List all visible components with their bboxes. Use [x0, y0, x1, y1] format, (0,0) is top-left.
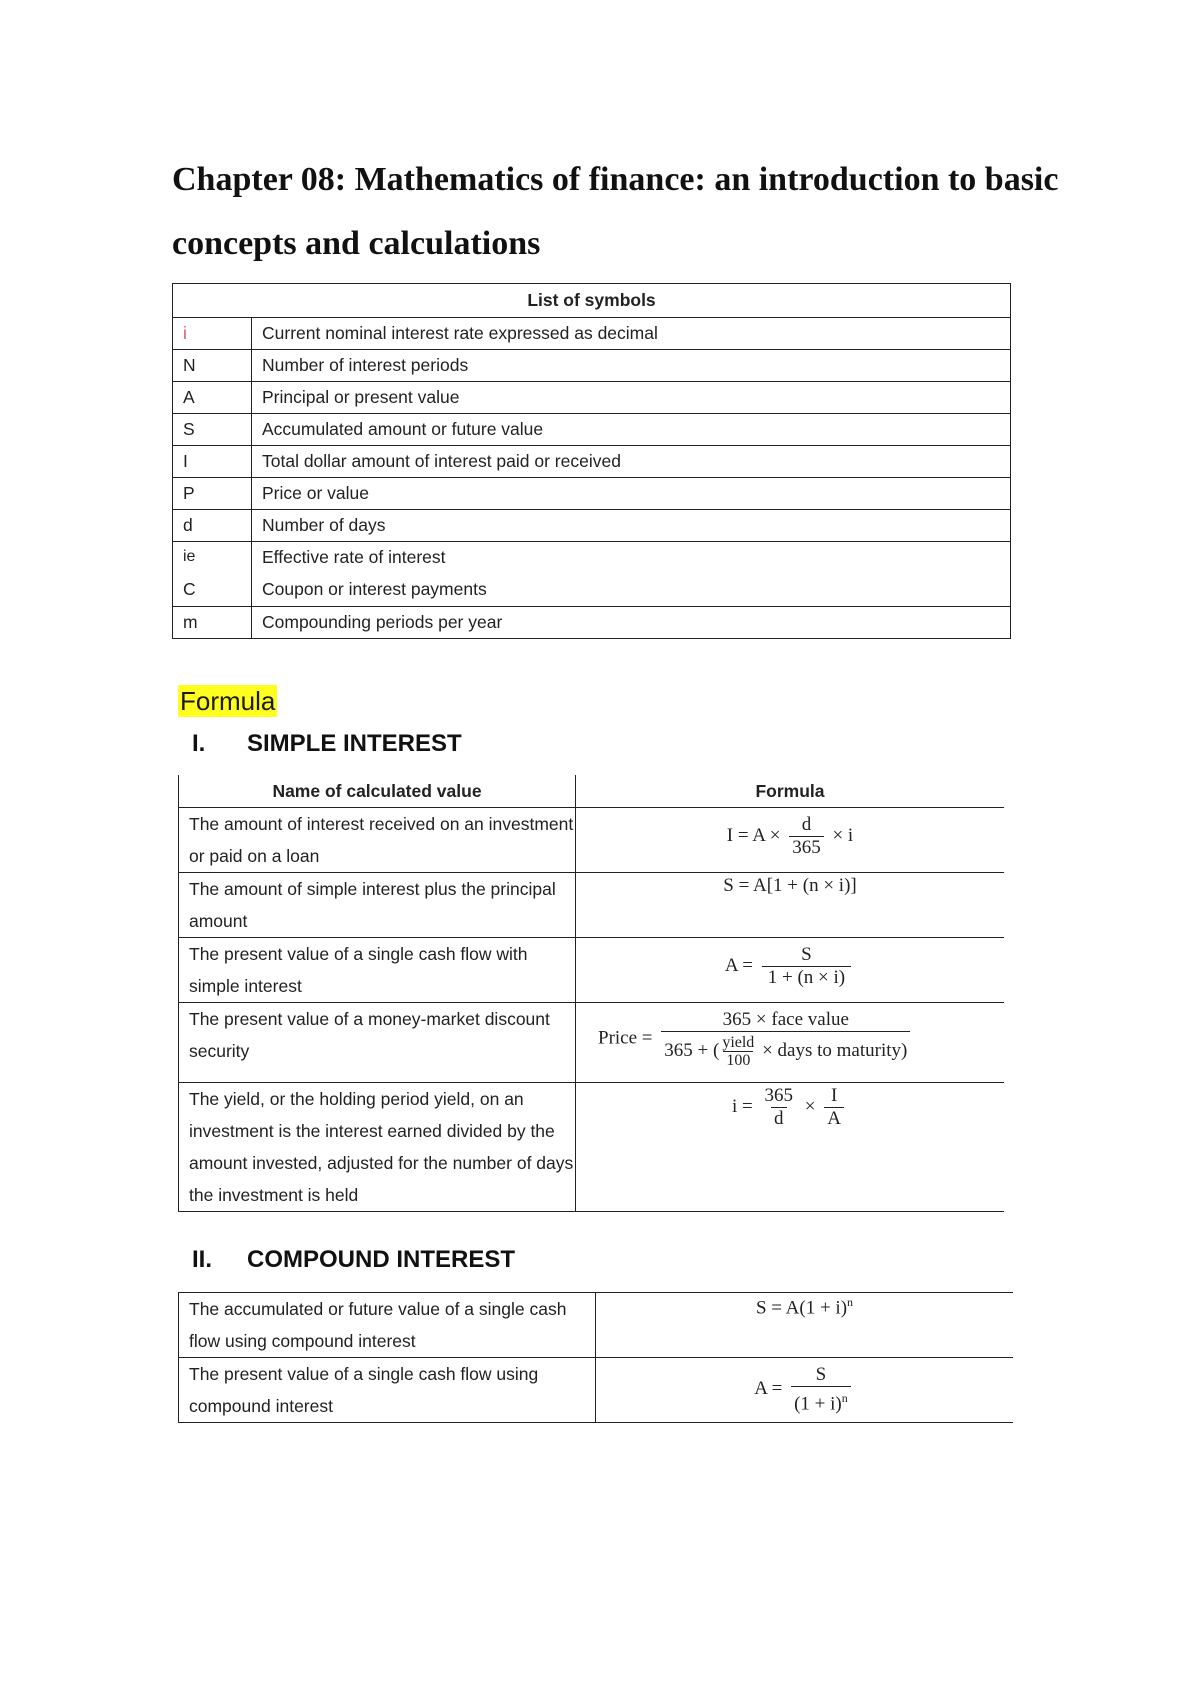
denominator: d — [771, 1107, 787, 1130]
calculated-value-name: The amount of simple interest plus the principal amount — [179, 873, 576, 938]
calculated-value-name: The present value of a single cash flow with simple interest — [179, 938, 576, 1003]
table-row — [179, 1083, 1005, 1212]
symbol-cell: i — [173, 318, 252, 350]
fraction — [762, 1085, 797, 1130]
table-row — [179, 1003, 1005, 1083]
formula-lhs: i = — [732, 1095, 753, 1117]
table-row — [179, 1358, 1014, 1423]
calculated-value-name: The accumulated or future value of a single cash flow using compound interest — [179, 1293, 596, 1358]
table-row — [179, 873, 1005, 938]
symbol-cell: N — [173, 350, 252, 382]
denominator-base: (1 + i) — [794, 1393, 842, 1415]
formula-cell — [576, 938, 1005, 1003]
denominator: 365 — [789, 836, 824, 859]
denominator — [661, 1031, 910, 1069]
numerator: yield — [722, 1034, 755, 1051]
numerator: S — [815, 1364, 827, 1385]
formula-lhs: I = A × — [726, 824, 781, 846]
calculated-value-name: The present value of a money-market discount security — [179, 1003, 576, 1083]
formula-lhs: A = — [724, 954, 753, 976]
fraction — [789, 814, 824, 859]
denominator-part: 365 + ( — [664, 1039, 720, 1061]
symbol-description: Accumulated amount or future value — [252, 414, 1011, 446]
table-row — [173, 607, 1011, 639]
simple-interest-table — [178, 775, 1004, 1212]
numerator: d — [801, 814, 812, 835]
compound-interest-table — [178, 1292, 1013, 1423]
symbol-coupon: C — [183, 579, 196, 599]
formula-cell — [576, 1083, 1005, 1212]
page-title: Chapter 08: Mathematics of finance: an introduction to basic concepts and calculations — [172, 161, 1059, 262]
symbol-cell — [173, 542, 252, 607]
formula-rhs: × i — [832, 824, 854, 846]
effective-rate-description: Effective rate of interest — [262, 547, 446, 567]
denominator: 100 — [723, 1051, 753, 1069]
numerator: 365 — [764, 1085, 794, 1106]
table-row — [173, 446, 1011, 478]
symbol-effective-rate: ie — [183, 548, 196, 565]
fraction — [762, 944, 851, 989]
symbol-cell: d — [173, 510, 252, 542]
table-row — [179, 808, 1005, 873]
table-row — [179, 938, 1005, 1003]
denominator-part: × days to maturity) — [757, 1039, 908, 1061]
table-row — [173, 414, 1011, 446]
coupon-description: Coupon or interest payments — [262, 579, 487, 599]
formula-cell — [596, 1358, 1014, 1423]
symbol-description: Number of interest periods — [252, 350, 1011, 382]
symbols-table-header: List of symbols — [173, 284, 1011, 318]
fraction — [661, 1009, 910, 1069]
symbol-description: Number of days — [252, 510, 1011, 542]
symbols-table — [172, 283, 1011, 639]
exponent: n — [841, 1391, 848, 1405]
table-row — [173, 542, 1011, 607]
formula-cell — [596, 1293, 1014, 1358]
formula-cell: S = A[1 + (n × i)] — [576, 873, 1005, 938]
numerator: S — [801, 944, 812, 965]
formula-cell — [576, 1003, 1005, 1083]
exponent: n — [847, 1295, 854, 1309]
compound-interest-heading — [192, 1246, 515, 1274]
fraction — [824, 1085, 844, 1130]
symbol-cell: I — [173, 446, 252, 478]
calculated-value-name: The amount of interest received on an investment or paid on a loan — [179, 808, 576, 873]
calculated-value-name: The yield, or the holding period yield, on an investment is the interest earned divided by the amount invested, adjusted for the number of days the investment is held — [179, 1083, 576, 1212]
nested-fraction — [719, 1034, 757, 1069]
section-title: SIMPLE INTEREST — [247, 730, 462, 757]
denominator: 1 + (n × i) — [762, 966, 851, 989]
table-row — [173, 510, 1011, 542]
symbol-cell: m — [173, 607, 252, 639]
formula-cell — [576, 808, 1005, 873]
formula-heading: Formula — [180, 686, 276, 716]
table-row — [173, 382, 1011, 414]
numerator: 365 × face value — [722, 1009, 849, 1030]
section-number: I. — [192, 730, 206, 757]
section-number: II. — [192, 1246, 213, 1273]
formula-lhs: A = — [754, 1378, 783, 1400]
denominator — [791, 1386, 851, 1415]
denominator: A — [824, 1107, 844, 1130]
column-header-formula: Formula — [576, 775, 1005, 808]
symbol-description: Compounding periods per year — [252, 607, 1011, 639]
symbol-description — [252, 542, 1011, 607]
formula-lhs: Price = — [598, 1027, 653, 1049]
calculated-value-name: The present value of a single cash flow using compound interest — [179, 1358, 596, 1423]
table-row — [173, 478, 1011, 510]
section-title: COMPOUND INTEREST — [247, 1246, 516, 1273]
column-header-name: Name of calculated value — [179, 775, 576, 808]
symbol-description: Principal or present value — [252, 382, 1011, 414]
symbol-description: Current nominal interest rate expressed as decimal — [252, 318, 1011, 350]
formula-text: S = A(1 + i) — [755, 1297, 848, 1319]
symbol-description: Total dollar amount of interest paid or received — [252, 446, 1011, 478]
symbol-cell: A — [173, 382, 252, 414]
table-row — [173, 318, 1011, 350]
fraction — [791, 1364, 851, 1415]
table-row — [173, 350, 1011, 382]
numerator: I — [830, 1085, 838, 1106]
symbol-cell: S — [173, 414, 252, 446]
symbol-cell: P — [173, 478, 252, 510]
table-row — [179, 1293, 1014, 1358]
symbol-description: Price or value — [252, 478, 1011, 510]
formula-operator: × — [804, 1095, 816, 1117]
simple-interest-heading — [192, 730, 462, 758]
